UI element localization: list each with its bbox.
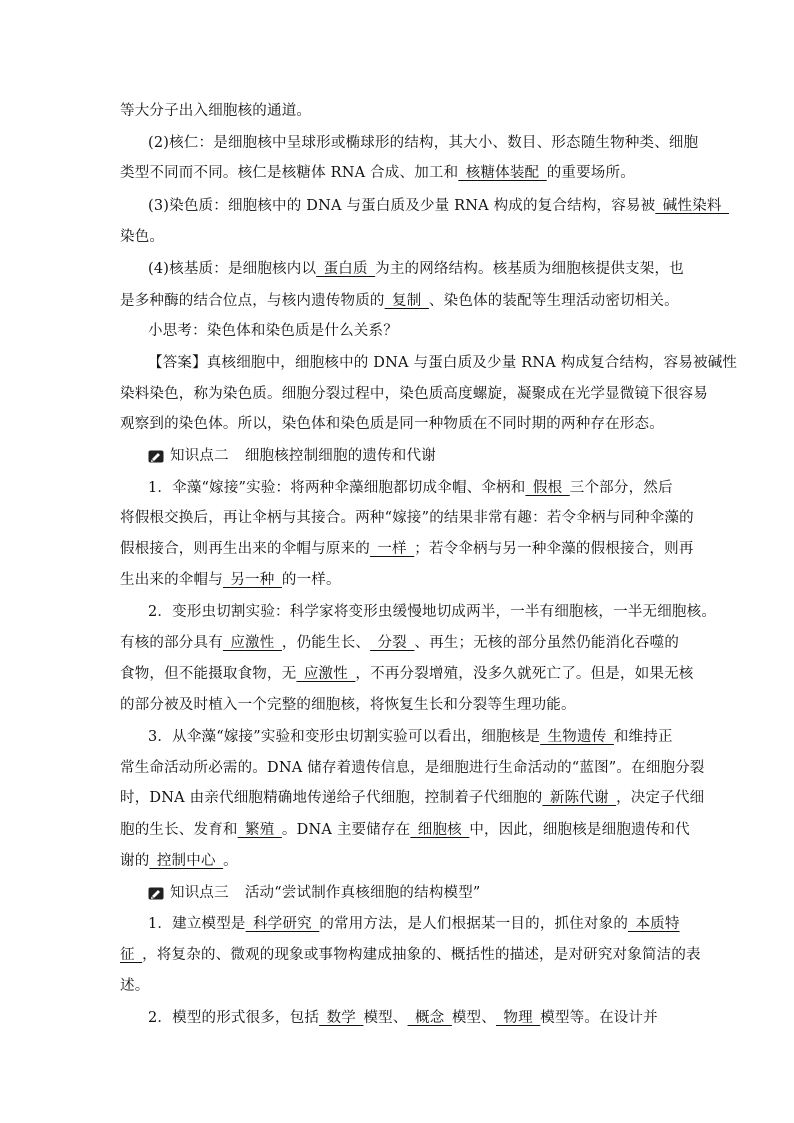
fill-in-answer: 应激性 — [222, 635, 282, 651]
text-line — [120, 851, 680, 871]
section-heading — [148, 446, 708, 466]
text-line — [148, 1008, 680, 1028]
fill-in-answer: 控制中心 — [149, 853, 224, 869]
text-segment: 述。 — [120, 978, 150, 994]
text-segment: 【答案】真核细胞中，细胞核中的 DNA 与蛋白质及少量 RNA 构成复合结构，容易被碱性 — [148, 355, 738, 371]
text-segment: 常生命活动所必需的。DNA 储存着遗传信息，是细胞进行生命活动的“蓝图”。在细胞分裂 — [120, 760, 705, 776]
fill-in-answer: 物理 — [495, 1010, 541, 1026]
text-line — [148, 353, 738, 373]
text-line — [120, 414, 680, 434]
text-segment: 观察到的染色体。所以，染色体和染色质是同一种物质在不同时期的两种存在形态。 — [120, 416, 664, 432]
text-line — [120, 101, 680, 121]
text-line — [120, 758, 705, 778]
text-segment: 谢的 — [120, 853, 150, 869]
text-segment: 。 — [223, 853, 238, 869]
text-segment: 1．伞藻“嫁接”实验：将两种伞藻细胞都切成伞帽、伞柄和 — [148, 480, 526, 496]
text-line — [148, 133, 699, 153]
text-segment: 生出来的伞帽与 — [120, 572, 223, 588]
text-segment: 三个部分，然后 — [569, 480, 673, 496]
text-segment: 2．变形虫切割实验：科学家将变形虫缓慢地切成两半，一半有细胞核，一半无细胞核。 — [148, 604, 717, 620]
text-segment: ；若令伞柄与另一种伞藻的假根接合，则再 — [414, 541, 694, 557]
text-segment: ，仍能生长、 — [281, 635, 371, 651]
text-segment: (2)核仁：是细胞核中呈球形或椭球形的结构，其大小、数目、形态随生物种类、细胞 — [148, 135, 699, 151]
section-heading — [148, 883, 708, 903]
text-segment: 1．建立模型是 — [148, 916, 246, 932]
text-line — [120, 291, 680, 311]
fill-in-answer: 繁殖 — [237, 822, 282, 838]
text-segment: 的常用方法，是人们根据某一目的，抓住对象的 — [319, 916, 629, 932]
text-line — [120, 945, 701, 965]
text-segment: 胞的生长、发育和 — [120, 822, 238, 838]
fill-in-answer: 另一种 — [222, 572, 282, 588]
text-segment: 染料染色，称为染色质。细胞分裂过程中，染色质高度螺旋，凝聚成在光学显微镜下很容易 — [120, 386, 708, 402]
text-segment: (4)核基质：是细胞核内以 — [148, 261, 317, 277]
fill-in-answer: 细胞核 — [410, 822, 470, 838]
text-line — [148, 321, 680, 341]
fill-in-answer: 应激性 — [296, 666, 356, 682]
fill-in-answer: 假根 — [525, 480, 570, 496]
pencil-icon — [148, 887, 164, 900]
text-segment: 的部分被及时植入一个完整的细胞核，将恢复生长和分裂等生理功能。 — [120, 697, 576, 713]
text-segment: ，不再分裂增殖，没多久就死亡了。但是，如果无核 — [355, 666, 694, 682]
text-line — [120, 664, 694, 684]
text-line — [120, 633, 680, 653]
fill-in-answer: 分裂 — [370, 635, 415, 651]
section-title: 活动“尝试制作真核细胞的结构模型” — [244, 885, 481, 901]
text-line — [120, 508, 694, 528]
fill-in-answer: 科学研究 — [245, 916, 320, 932]
text-line — [120, 163, 680, 183]
text-line — [120, 820, 690, 840]
text-line — [148, 478, 680, 498]
text-segment: 、染色体的装配等生理活动密切相关。 — [428, 293, 679, 309]
fill-in-answer: 生物遗传 — [540, 729, 614, 745]
text-segment: 类型不同而不同。核仁是核糖体 RNA 合成、加工和 — [120, 165, 459, 181]
text-segment: 将假根交换后，再让伞柄与其接合。两种“嫁接”的结果非常有趣：若令伞柄与同种伞藻的 — [120, 510, 694, 526]
text-line — [148, 259, 684, 279]
text-line — [120, 384, 708, 404]
text-line — [120, 570, 680, 590]
fill-in-answer: 蛋白质 — [316, 261, 376, 277]
text-segment: 有核的部分具有 — [120, 635, 223, 651]
text-segment: 的重要场所。 — [546, 165, 635, 181]
text-segment: 、再生；无核的部分虽然仍能消化吞噬的 — [414, 635, 680, 651]
text-segment: 是多种酶的结合位点，与核内遗传物质的 — [120, 293, 385, 309]
text-line — [148, 602, 717, 622]
text-line — [120, 695, 680, 715]
text-segment: 模型、 — [363, 1010, 408, 1026]
text-line — [148, 196, 730, 216]
section-number: 知识点二 — [170, 448, 229, 464]
fill-in-answer: 复制 — [384, 293, 429, 309]
fill-in-answer: 碱性染料 — [655, 198, 730, 214]
text-segment: 食物，但不能摄取食物，无 — [120, 666, 297, 682]
text-segment: ，决定子代细 — [616, 790, 705, 806]
fill-in-answer: 征 — [120, 947, 143, 963]
text-line — [120, 976, 680, 996]
fill-in-answer: 新陈代谢 — [542, 790, 617, 806]
text-segment: 假根接合，则再生出来的伞帽与原来的 — [120, 541, 370, 557]
fill-in-answer: 核糖体装配 — [458, 165, 547, 181]
fill-in-answer: 本质特 — [628, 916, 680, 932]
text-line — [148, 727, 680, 747]
text-segment: (3)染色质：细胞核中的 DNA 与蛋白质及少量 RNA 构成的复合结构，容易被 — [148, 198, 656, 214]
text-segment: 3．从伞藻“嫁接”实验和变形虫切割实验可以看出，细胞核是 — [148, 729, 541, 745]
text-line — [120, 788, 705, 808]
fill-in-answer: 概念 — [407, 1010, 452, 1026]
pencil-icon — [148, 450, 164, 463]
text-segment: 。DNA 主要储存在 — [281, 822, 411, 838]
text-segment: 模型等。在设计并 — [540, 1010, 658, 1026]
text-segment: 中，因此，细胞核是细胞遗传和代 — [469, 822, 690, 838]
text-segment: 的一样。 — [281, 572, 341, 588]
text-segment: 时，DNA 由亲代细胞精确地传递给子代细胞，控制着子代细胞的 — [120, 790, 543, 806]
text-segment: 2．模型的形式很多，包括 — [148, 1010, 320, 1026]
text-segment: 染色。 — [120, 229, 165, 245]
section-number: 知识点三 — [170, 885, 229, 901]
fill-in-answer: 数学 — [319, 1010, 364, 1026]
text-line — [120, 227, 680, 247]
text-segment: ，将复杂的、微观的现象或事物构建成抽象的、概括性的描述，是对研究对象简洁的表 — [142, 947, 701, 963]
text-segment: 小思考：染色体和染色质是什么关系？ — [148, 323, 398, 339]
text-segment: 模型、 — [451, 1010, 496, 1026]
section-title: 细胞核控制细胞的遗传和代谢 — [244, 448, 436, 464]
text-segment: 为主的网络结构。核基质为细胞核提供支架，也 — [375, 261, 684, 277]
text-segment: 和维持正 — [613, 729, 673, 745]
text-line — [120, 539, 694, 559]
text-segment: 等大分子出入细胞核的通道。 — [120, 103, 312, 119]
fill-in-answer: 一样 — [369, 541, 415, 557]
text-line — [148, 914, 680, 934]
